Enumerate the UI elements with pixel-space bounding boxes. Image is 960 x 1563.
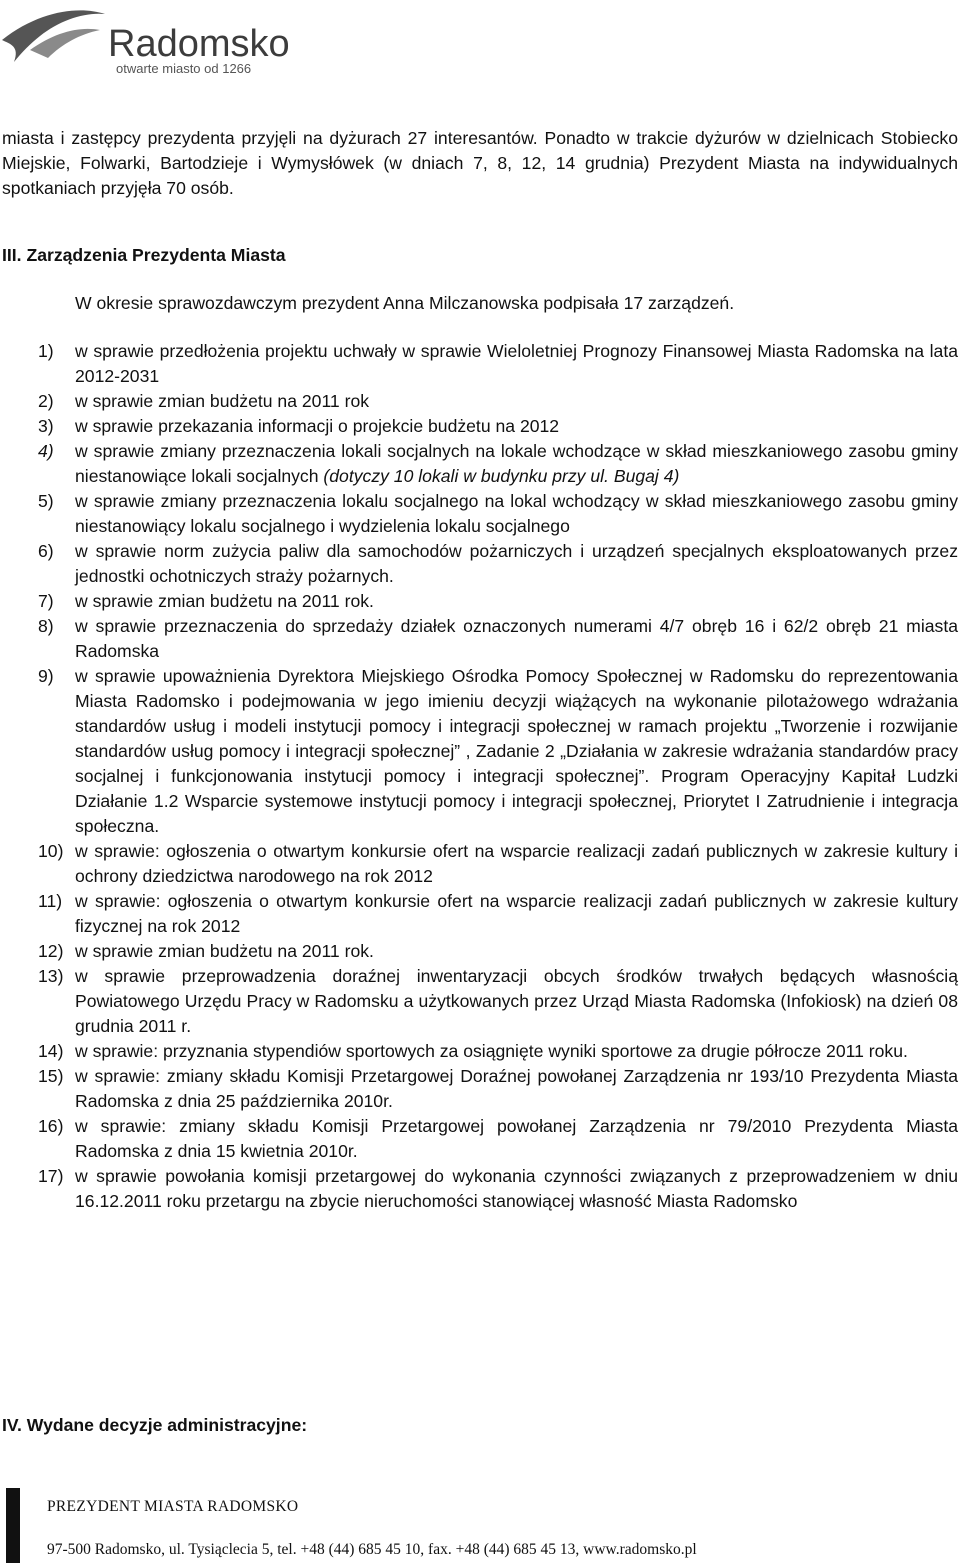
item-text: w sprawie przeznaczenia do sprzedaży działek oznaczonych numerami 4/7 obręb 16 i 62/2 obręb 21 miasta Radomska: [75, 616, 958, 661]
item-text: w sprawie powołania komisji przetargowej do wykonania czynności związanych z przeprowadzeniem w dniu 16.12.2011 roku przetargu na zbycie nieruchomości stanowiącej własność Miasta Radomsko: [75, 1166, 958, 1211]
item-number: 2): [38, 391, 54, 411]
list-item: [0, 414, 960, 439]
list-item: [0, 664, 960, 839]
page-footer: [0, 1488, 960, 1563]
item-number: 8): [38, 616, 54, 636]
item-text: w sprawie: ogłoszenia o otwartym konkursie ofert na wsparcie realizacji zadań publicznych w zakresie kultury fizycznej na rok 2012: [75, 891, 958, 936]
logo-name: Radomsko: [108, 23, 290, 65]
list-item: [0, 339, 960, 389]
item-text: w sprawie zmian budżetu na 2011 rok.: [75, 941, 374, 961]
item-number: 12): [38, 941, 64, 961]
item-text: w sprawie: ogłoszenia o otwartym konkursie ofert na wsparcie realizacji zadań publicznych w zakresie kultury i ochrony dziedzictwa narodowego na rok 2012: [75, 841, 958, 886]
item-text: w sprawie zmian budżetu na 2011 rok.: [75, 591, 374, 611]
intro-paragraph: miasta i zastępcy prezydenta przyjęli na dyżurach 27 interesantów. Ponadto w trakcie dyżurów w dzielnicach Stobiecko Miejskie, Folwarki, Bartodzieje i Wymysłówek (w dniach 7, 8, 12, 14 grudnia) Prezydent Miasta na indywidualnych spotkaniach przyjęła 70 osób.: [2, 128, 958, 198]
list-item: [0, 389, 960, 414]
item-number: 3): [38, 416, 54, 436]
list-item: [0, 1114, 960, 1164]
list-item: [0, 439, 960, 489]
item-number: 15): [38, 1066, 64, 1086]
footer-title: PREZYDENT MIASTA RADOMSKO: [47, 1498, 299, 1515]
item-number: 11): [38, 891, 63, 911]
list-item: [0, 1164, 960, 1214]
item-text: w sprawie: zmiany składu Komisji Przetargowej powołanej Zarządzenia nr 79/2010 Prezydenta Miasta Radomska z dnia 15 kwietnia 2010r.: [75, 1116, 958, 1161]
item-number: 5): [38, 491, 54, 511]
item-number: 10): [38, 841, 64, 861]
list-item: [0, 1064, 960, 1114]
list-item: [0, 1039, 960, 1064]
radomsko-logo: [0, 0, 300, 86]
item-text: w sprawie norm zużycia paliw dla samochodów pożarniczych i urządzeń specjalnych eksploatowanych przez jednostki ochotniczych straży pożarnych.: [75, 541, 958, 586]
list-item: [0, 614, 960, 664]
item-number: 4): [38, 441, 54, 461]
item-text: w sprawie przeprowadzenia doraźnej inwentaryzacji obcych środków trwałych będących własnością Powiatowego Urzędu Pracy w Radomsku a użytkowanych przez Urząd Miasta Radomska (Infokiosk) na dzień 08 grudnia 2011 r.: [75, 966, 958, 1036]
ordinance-list: [0, 339, 960, 1214]
list-item: [0, 489, 960, 539]
list-item: [0, 839, 960, 889]
item-number: 7): [38, 591, 54, 611]
item-number: 16): [38, 1116, 64, 1136]
item-text: w sprawie: przyznania stypendiów sportowych za osiągnięte wyniki sportowe za drugie półrocze 2011 roku.: [75, 1041, 908, 1061]
footer-bar: [6, 1488, 20, 1563]
list-item: [0, 939, 960, 964]
footer-website-link[interactable]: www.radomsko.pl: [583, 1541, 697, 1558]
logo-swoosh-icon: [0, 0, 300, 86]
list-item: [0, 964, 960, 1039]
logo-tagline: otwarte miasto od 1266: [116, 61, 252, 76]
list-item: [0, 889, 960, 939]
item-number: 17): [38, 1166, 64, 1186]
item-text: w sprawie zmian budżetu na 2011 rok: [75, 391, 370, 411]
item-text: w sprawie zmiany przeznaczenia lokali socjalnych na lokale wchodzące w skład mieszkaniowego zasobu gminy niestanowiące lokali socjalnych: [75, 441, 958, 486]
document-body: [0, 126, 960, 1214]
item-text: w sprawie: zmiany składu Komisji Przetargowej Doraźnej powołanej Zarządzenia nr 193/10 Prezydenta Miasta Radomska z dnia 25 października 2010r.: [75, 1066, 958, 1111]
item-number: 13): [38, 966, 64, 986]
section-4-heading: IV. Wydane decyzje administracyjne:: [2, 1415, 308, 1435]
item-text: w sprawie upoważnienia Dyrektora Miejskiego Ośrodka Pomocy Społecznej w Radomsku do reprezentowania Miasta Radomsko i podejmowania w jego imieniu decyzji wiążących na wykonanie pilotażowego wdrażania standardów usług i modeli instytucji pomocy i integracji społecznej w ramach projektu „Tworzenie i rozwijanie standardów usług pomocy i integracji społecznej” , Zadanie 2 „Działania w zakresie wdrażania standardów pracy socjalnej i funkcjonowania instytucji pomocy i integracji społecznej”. Program Operacyjny Kapitał Ludzki Działanie 1.2 Wsparcie systemowe instytucji pomocy i integracji społecznej, Priorytet I Zatrudnienie i integracja społeczna.: [75, 666, 958, 836]
footer-address: [47, 1541, 697, 1559]
item-number: 14): [38, 1041, 64, 1061]
list-item: [0, 539, 960, 589]
item-note: (dotyczy 10 lokali w budynku przy ul. Bugaj 4): [323, 466, 680, 486]
item-number: 9): [38, 666, 54, 686]
item-text: w sprawie przedłożenia projektu uchwały w sprawie Wieloletniej Prognozy Finansowej Miasta Radomska na lata 2012-2031: [75, 341, 958, 386]
item-text: w sprawie zmiany przeznaczenia lokalu socjalnego na lokal wchodzący w skład mieszkaniowego zasobu gminy niestanowiący lokalu socjalnego i wydzielenia lokalu socjalnego: [75, 491, 958, 536]
section-3-intro: W okresie sprawozdawczym prezydent Anna Milczanowska podpisała 17 zarządzeń.: [75, 293, 735, 313]
list-item: [0, 589, 960, 614]
item-number: 6): [38, 541, 54, 561]
section-3-heading: III. Zarządzenia Prezydenta Miasta: [2, 245, 286, 265]
item-text: w sprawie przekazania informacji o projekcie budżetu na 2012: [75, 416, 560, 436]
item-number: 1): [38, 341, 54, 361]
footer-address-text: 97-500 Radomsko, ul. Tysiąclecia 5, tel. +48 (44) 685 45 10, fax. +48 (44) 685 45 13,: [47, 1541, 580, 1558]
